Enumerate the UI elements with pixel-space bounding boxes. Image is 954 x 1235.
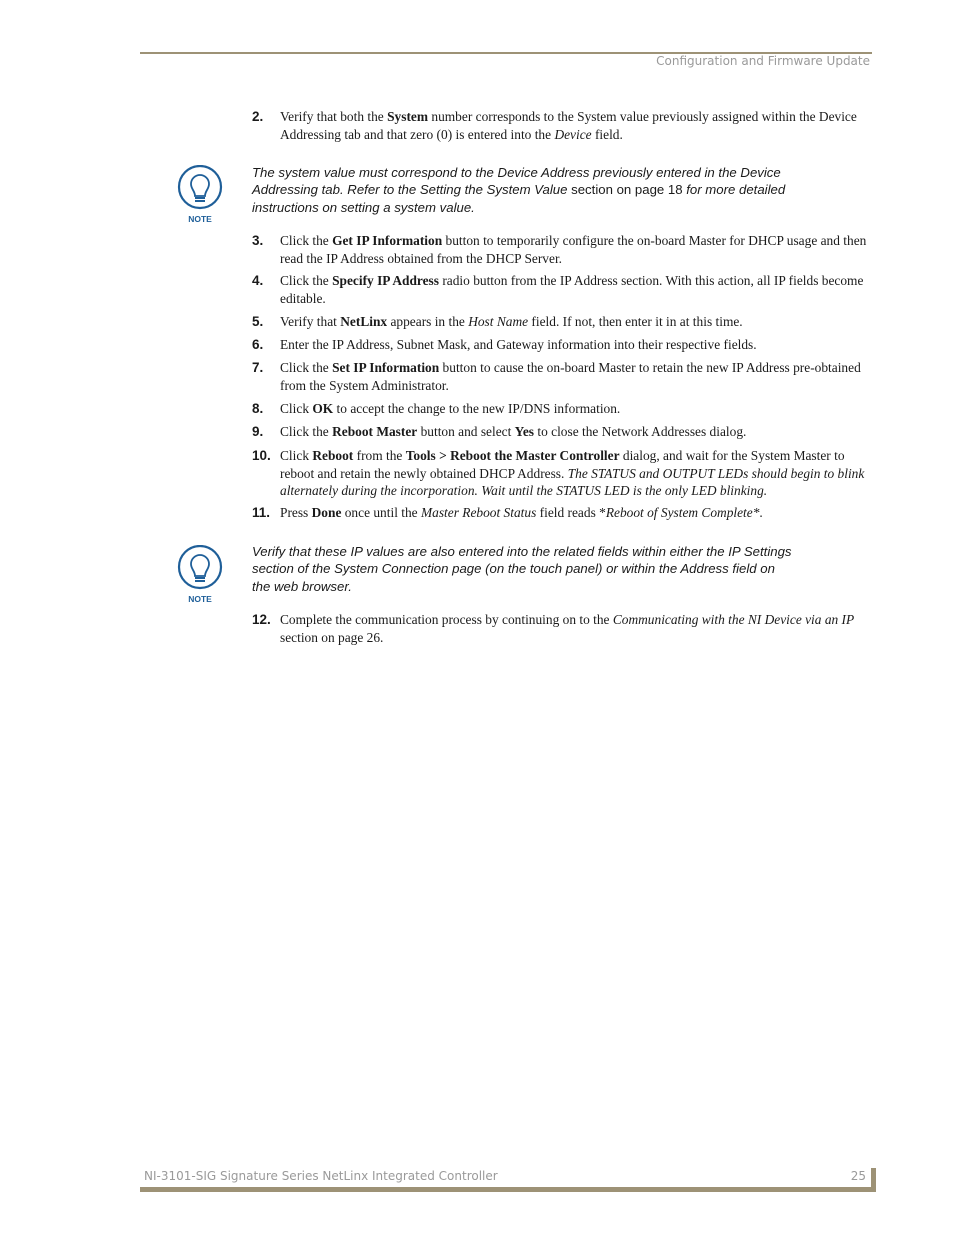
section-title: Configuration and Firmware Update (656, 54, 870, 68)
step-number: 11. (252, 505, 271, 520)
step-text (280, 504, 872, 522)
bold-term: Reboot Master (332, 424, 418, 439)
step-number: 6. (252, 337, 264, 352)
note-text (252, 543, 792, 595)
text-run: from the (353, 448, 406, 463)
bold-term: Get IP Information (332, 233, 443, 248)
step-text (280, 359, 872, 394)
bold-term: Set IP Information (332, 360, 440, 375)
text-run: Verify that (280, 314, 341, 329)
bold-term: Specify IP Address (332, 273, 439, 288)
step-number: 8. (252, 401, 264, 416)
text-run: Click (280, 448, 313, 463)
step-6 (252, 336, 872, 354)
text-run: Click the (280, 424, 333, 439)
bold-term: Reboot (312, 448, 354, 463)
text-run: Click the (280, 360, 333, 375)
text-run: button to temporarily configure the on-board Master for DHCP usage and then read the IP Address obtained from the DHCP Server. (280, 233, 867, 266)
italic-term: Master Reboot Status (420, 505, 537, 520)
italic-term: for more detailed instructions on setting a system value. (252, 182, 786, 215)
lightbulb-icon (176, 165, 226, 225)
note-icon-label: NOTE (188, 214, 212, 224)
step-text (280, 611, 872, 646)
text-run: section on page 18 (567, 182, 687, 198)
bold-term: OK (312, 401, 334, 416)
note-text (252, 164, 792, 216)
step-12 (252, 611, 872, 646)
step-number: 12. (252, 612, 271, 627)
text-run: once until the (341, 505, 421, 520)
italic-term: Device (554, 126, 592, 142)
text-run: field reads * (536, 505, 606, 520)
text-run: Complete the communication process by continuing on to the (280, 612, 613, 627)
step-text (280, 423, 872, 441)
text-run: number corresponds to the System value previously assigned within the Device Addressing tab and that zero (0) is entered into the (280, 109, 857, 142)
step-text (280, 336, 872, 354)
text-run: dialog, and wait for the System Master to reboot and retain the newly obtained DHCP Address. (280, 448, 845, 481)
bold-term: Tools > Reboot the Master Controller (405, 448, 620, 463)
text-run: Verify that both the (280, 109, 388, 124)
step-10 (252, 447, 872, 500)
bold-term: Done (311, 505, 342, 520)
text-run: Enter the IP Address, Subnet Mask, and Gateway information into their respective fields. (280, 337, 757, 352)
step-number: 5. (252, 314, 264, 329)
italic-term: Reboot of System Complete* (605, 505, 760, 520)
step-number: 10. (252, 448, 271, 463)
note-icon (176, 165, 226, 225)
text-run: button to cause the on-board Master to retain the new IP Address pre-obtained from the System Administrator. (280, 360, 861, 393)
text-run: Click the (280, 273, 333, 288)
text-run: . (759, 505, 763, 520)
text-run: button and select (417, 424, 515, 439)
text-run: Click the (280, 233, 333, 248)
step-number: 4. (252, 273, 264, 288)
text-run: field. (591, 126, 623, 142)
text-run: to close the Network Addresses dialog. (534, 424, 747, 439)
text-run: appears in the (387, 314, 469, 329)
step-8 (252, 400, 872, 418)
step-3 (252, 232, 872, 267)
italic-term: Communicating with the NI Device via an IP (612, 612, 855, 627)
text-run: Click (280, 401, 313, 416)
step-text (280, 108, 872, 143)
step-number: 3. (252, 233, 264, 248)
text-run: field. If not, then enter it in at this time. (528, 314, 743, 329)
bold-term: System (387, 109, 429, 124)
step-9 (252, 423, 872, 441)
step-text (280, 447, 872, 500)
note-icon (176, 545, 226, 605)
text-run: section on page 26. (280, 629, 384, 645)
step-number: 9. (252, 424, 264, 439)
footer-product-title: NI-3101-SIG Signature Series NetLinx Integrated Controller (144, 1169, 498, 1183)
step-11 (252, 504, 872, 522)
lightbulb-icon (176, 545, 226, 605)
italic-term: Verify that these IP values are also entered into the related fields within either the IP Settings section of the System Connection page (on the touch panel) or within the Address field on the web browser. (252, 544, 792, 594)
step-text (280, 400, 872, 418)
step-text (280, 232, 872, 267)
step-5 (252, 313, 872, 331)
footer-rule (140, 1187, 872, 1192)
step-number: 7. (252, 360, 264, 375)
step-4 (252, 272, 872, 307)
page-number: 25 (850, 1169, 866, 1183)
step-number: 2. (252, 109, 264, 124)
italic-term: Host Name (468, 314, 529, 329)
text-run: radio button from the IP Address section. With this action, all IP fields become editable. (280, 273, 864, 306)
step-2 (252, 108, 872, 143)
text-run: to accept the change to the new IP/DNS information. (333, 401, 621, 416)
note-icon-label: NOTE (188, 594, 212, 604)
text-run: Press (280, 505, 312, 520)
bold-term: Yes (514, 424, 535, 439)
italic-term: The STATUS and OUTPUT LEDs should begin to blink alternately during the incorporation. Wait until the STATUS LED is the only LED blinking. (280, 465, 865, 498)
step-7 (252, 359, 872, 394)
bold-term: NetLinx (340, 314, 388, 329)
step-text (280, 313, 872, 331)
italic-term: The system value must correspond to the Device Address previously entered in the Device Addressing tab. Refer to the Setting the System Value (252, 165, 781, 198)
step-text (280, 272, 872, 307)
